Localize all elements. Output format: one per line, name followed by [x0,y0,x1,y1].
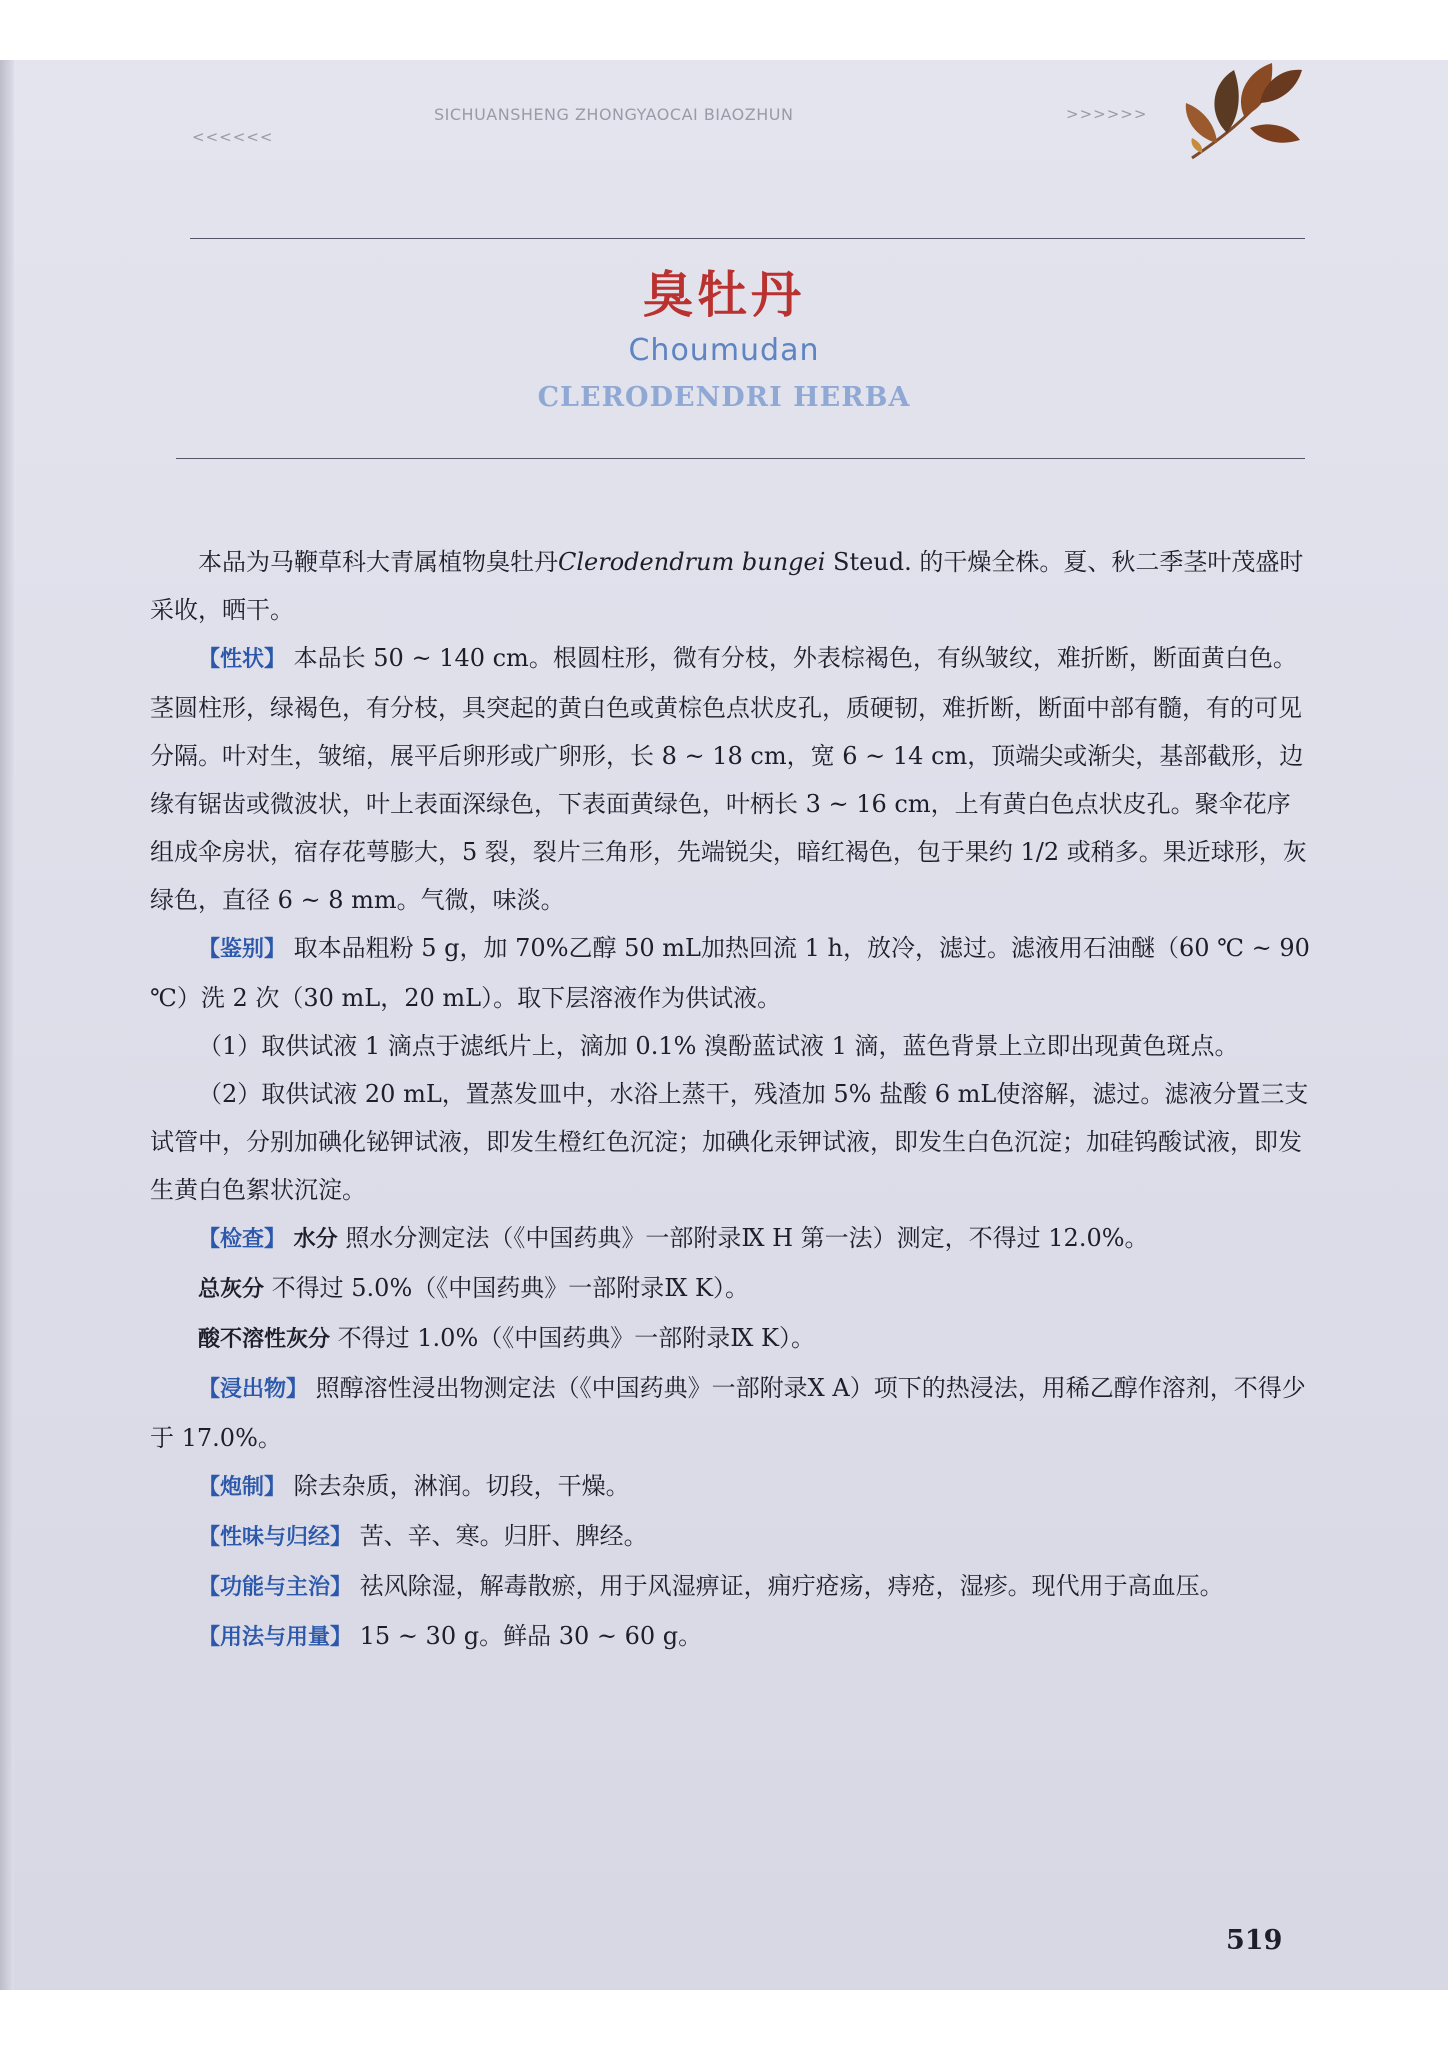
section-jiancha [150,1214,1310,1264]
section-jinchuwu [150,1364,1310,1462]
subhead-total-ash: 总灰分 [198,1277,265,1302]
section-xingwei [150,1512,1310,1562]
leaf-ornament-icon [1172,58,1307,168]
section-jianbie [150,924,1310,1022]
section-text-xingzhuang: 本品长 50 ~ 140 cm。根圆柱形，微有分枝，外表棕褐色，有纵皱纹，难折断，断面黄白色。茎圆柱形，绿褐色，有分枝，具突起的黄白色或黄棕色点状皮孔，质硬韧，难折断，断面中部有髓，有的可见分隔。叶对生，皱缩，展平后卵形或广卵形，长 8 ~ 18 cm，宽 6 ~ 14 cm，顶端尖或渐尖，基部截形，边缘有锯齿或微波状，叶上表面深绿色，下表面黄绿色，叶柄长 3 ~ 16 cm，上有黄白色点状皮孔。聚伞花序组成伞房状，宿存花萼膨大，5 裂，裂片三角形，先端锐尖，暗红褐色，包于果约 1/2 或稍多。果近球形，灰绿色，直径 6 ~ 8 mm。气微，味淡。 [150,644,1307,914]
section-yongfa [150,1612,1310,1662]
subhead-acid-ash: 酸不溶性灰分 [198,1327,331,1352]
title-divider [176,458,1305,459]
section-label-xingzhuang: 【性状】 [198,647,287,672]
section-text-yongfa: 15 ~ 30 g。鲜品 30 ~ 60 g。 [352,1622,703,1650]
running-header-title: SICHUANSHENG ZHONGYAOCAI BIAOZHUN [434,105,794,124]
section-paozhi [150,1462,1310,1512]
subhead-water: 水分 [286,1227,338,1252]
section-text-paozhi: 除去杂质，淋润。切段，干燥。 [286,1472,630,1500]
section-label-jianbie: 【鉴别】 [198,937,287,962]
species-name: Clerodendrum bungei [558,548,826,576]
jianbie-item-2: （2）取供试液 20 mL，置蒸发皿中，水浴上蒸干，残渣加 5% 盐酸 6 mL使溶解，滤过。滤液分置三支试管中，分别加碘化铋钾试液，即发生橙红色沉淀；加碘化汞钾试液，即发生白色沉淀；加硅钨酸试液，即发生黄白色絮状沉淀。 [150,1080,1309,1204]
monograph-body [150,538,1310,1662]
section-text-jinchuwu: 照醇溶性浸出物测定法（《中国药典》一部附录Ⅹ A）项下的热浸法，用稀乙醇作溶剂，不得少于 17.0%。 [150,1374,1306,1452]
intro-paragraph [150,538,1310,634]
jiancha-acid-ash [150,1314,1310,1364]
section-label-yongfa: 【用法与用量】 [198,1625,353,1650]
intro-text-b: Steud. 的干燥全株。夏、秋二季茎叶茂盛时采收，晒干。 [150,548,1304,624]
section-text-acid-ash: 不得过 1.0%（《中国药典》一部附录Ⅸ K）。 [330,1324,815,1352]
header-left-mark: <<<<<< [192,128,274,146]
section-label-gongneng: 【功能与主治】 [198,1575,353,1600]
section-xingzhuang [150,634,1310,924]
section-label-paozhi: 【炮制】 [198,1475,287,1500]
monograph-title-latin: CLERODENDRI HERBA [537,382,911,413]
section-label-jiancha: 【检查】 [198,1227,287,1252]
section-label-jinchuwu: 【浸出物】 [198,1377,309,1402]
page-number: 519 [1226,1925,1283,1956]
section-gongneng [150,1562,1310,1612]
header-right-mark: >>>>>> [1066,105,1148,123]
monograph-title-pinyin: Choumudan [628,333,820,368]
section-text-water: 照水分测定法（《中国药典》一部附录Ⅸ H 第一法）测定，不得过 12.0%。 [337,1224,1149,1252]
section-label-xingwei: 【性味与归经】 [198,1525,353,1550]
section-text-jianbie: 取本品粗粉 5 g，加 70%乙醇 50 mL加热回流 1 h，放冷，滤过。滤液用石油醚（60 ℃ ~ 90 ℃）洗 2 次（30 mL，20 mL）。取下层溶液作为供试液。 [150,934,1310,1012]
section-text-gongneng: 祛风除湿，解毒散瘀，用于风湿痹证，痈疔疮疡，痔疮，湿疹。现代用于高血压。 [352,1572,1224,1600]
monograph-title-chinese: 臭牡丹 [643,265,805,324]
intro-text-a: 本品为马鞭草科大青属植物臭牡丹 [198,548,558,576]
section-text-xingwei: 苦、辛、寒。归肝、脾经。 [352,1522,648,1550]
jianbie-item-1: （1）取供试液 1 滴点于滤纸片上，滴加 0.1% 溴酚蓝试液 1 滴，蓝色背景上立即出现黄色斑点。 [198,1032,1239,1060]
top-divider [190,238,1305,239]
jiancha-total-ash [150,1264,1310,1314]
section-text-total-ash: 不得过 5.0%（《中国药典》一部附录Ⅸ K）。 [264,1274,749,1302]
